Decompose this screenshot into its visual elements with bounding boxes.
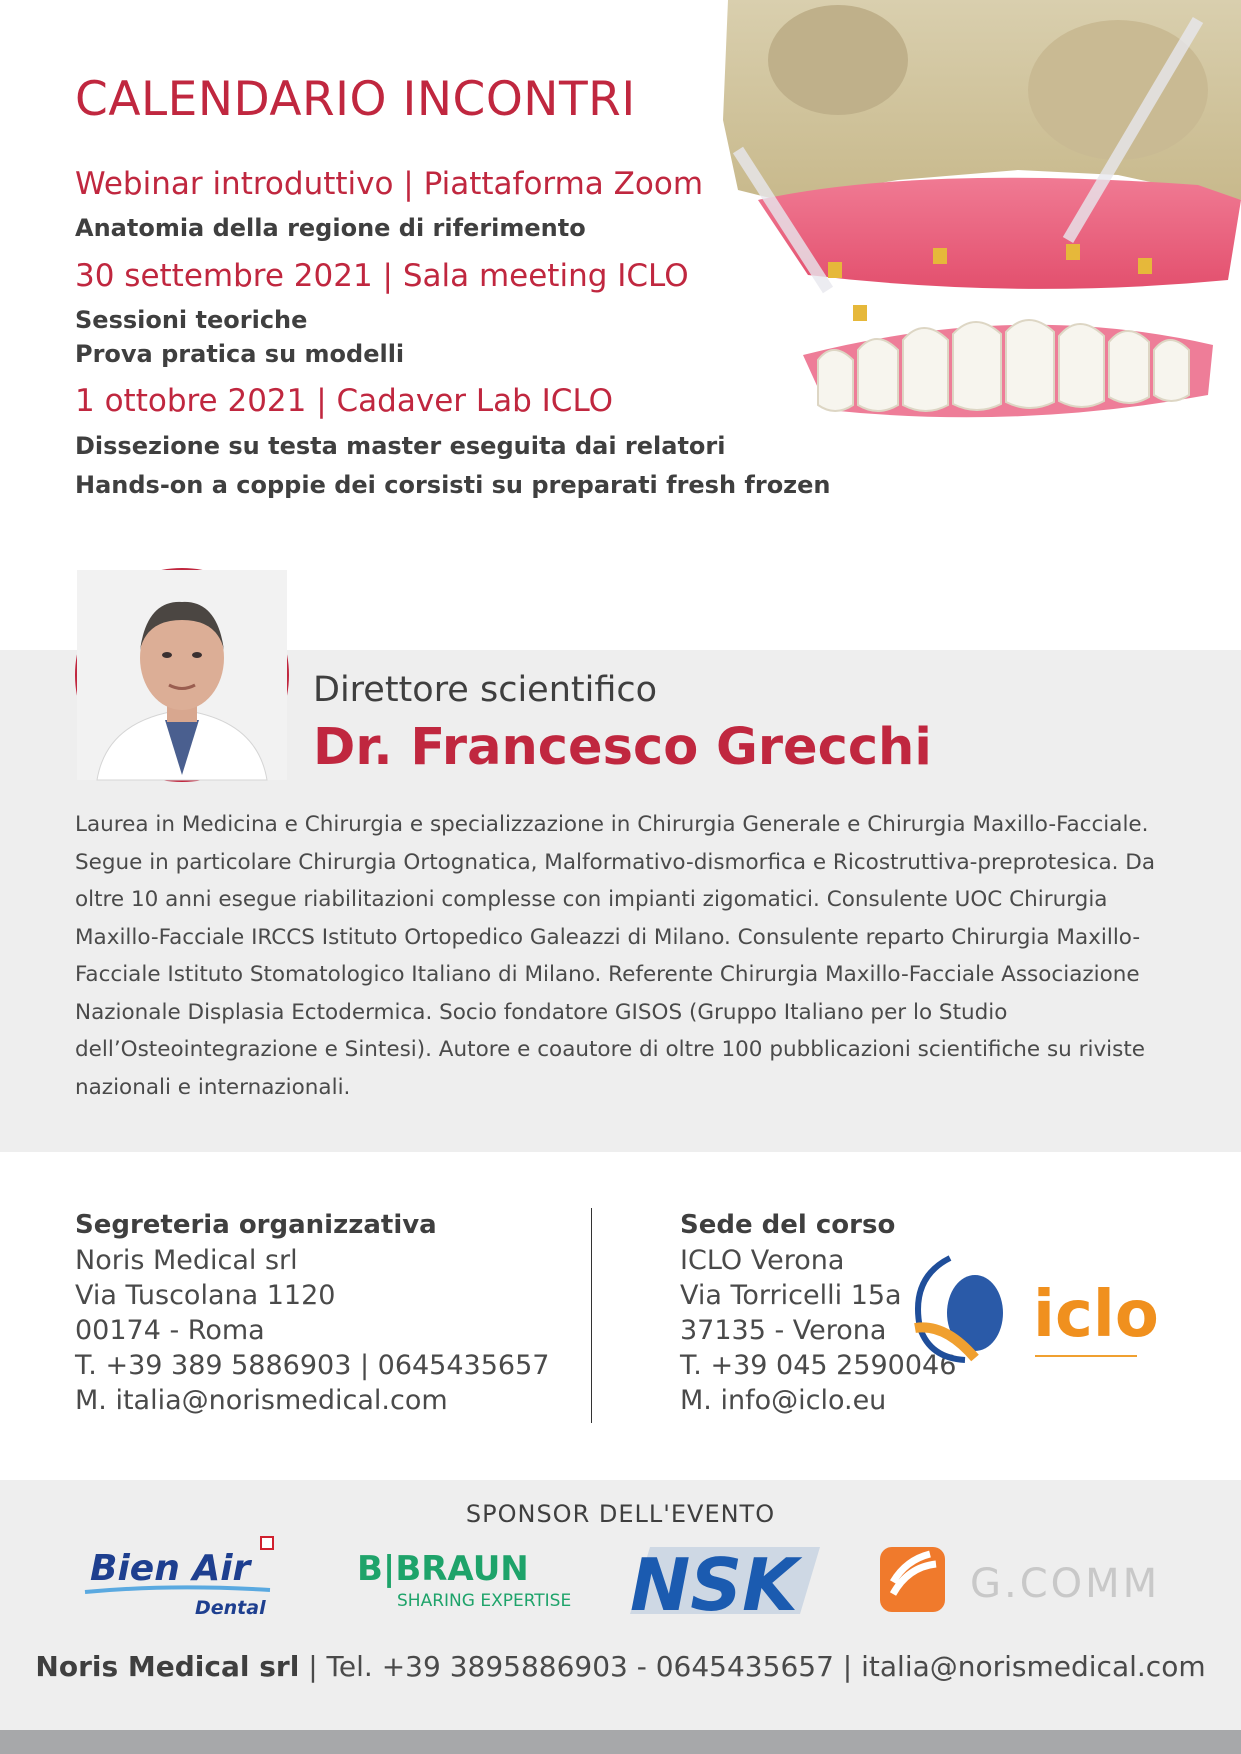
b-braun-logo-text: B|BRAUN bbox=[357, 1549, 529, 1589]
footer-details: | Tel. +39 3895886903 - 0645435657 | italia@norismedical.com bbox=[299, 1650, 1206, 1683]
organizer-email[interactable]: M. italia@norismedical.com bbox=[75, 1385, 448, 1416]
event-3-line-1: Dissezione su testa master eseguita dai relatori bbox=[75, 432, 726, 460]
bien-air-logo-subtext: Dental bbox=[195, 1597, 266, 1619]
bien-air-logo bbox=[80, 1532, 280, 1622]
organizer-phone: T. +39 389 5886903 | 0645435657 bbox=[75, 1350, 550, 1381]
venue-address: Via Torricelli 15a bbox=[680, 1280, 902, 1311]
sponsor-title: SPONSOR DELL'EVENTO bbox=[465, 1500, 776, 1528]
b-braun-logo bbox=[355, 1532, 575, 1622]
event-1-line-1: Anatomia della regione di riferimento bbox=[75, 214, 586, 242]
event-3-line-2: Hands-on a coppie dei corsisti su preparati fresh frozen bbox=[75, 471, 831, 499]
b-braun-logo-subtext: SHARING EXPERTISE bbox=[397, 1591, 572, 1611]
event-2-line-2: Prova pratica su modelli bbox=[75, 340, 405, 368]
event-1-heading: Webinar introduttivo | Piattaforma Zoom bbox=[75, 166, 704, 202]
venue-company: ICLO Verona bbox=[680, 1245, 845, 1276]
nsk-logo bbox=[625, 1532, 825, 1627]
bottom-bar bbox=[0, 1730, 1241, 1754]
organizer-heading: Segreteria organizzativa bbox=[75, 1210, 437, 1240]
dental-implant-illustration bbox=[718, 0, 1241, 462]
venue-email[interactable]: M. info@iclo.eu bbox=[680, 1385, 887, 1416]
event-2-heading: 30 settembre 2021 | Sala meeting ICLO bbox=[75, 258, 689, 294]
director-portrait bbox=[75, 568, 289, 782]
g-comm-logo-text: G.COMM bbox=[970, 1561, 1161, 1607]
venue-phone: T. +39 045 2590046 bbox=[680, 1350, 957, 1381]
organizer-city: 00174 - Roma bbox=[75, 1315, 265, 1346]
organizer-contact bbox=[75, 1208, 549, 1418]
calendar-title: CALENDARIO INCONTRI bbox=[75, 72, 636, 127]
director-name: Dr. Francesco Grecchi bbox=[313, 718, 932, 777]
venue-heading: Sede del corso bbox=[680, 1210, 896, 1240]
iclo-logo bbox=[905, 1248, 1159, 1373]
event-3-heading: 1 ottobre 2021 | Cadaver Lab ICLO bbox=[75, 383, 614, 419]
organizer-address: Via Tuscolana 1120 bbox=[75, 1280, 336, 1311]
organizer-company: Noris Medical srl bbox=[75, 1245, 298, 1276]
footer-company: Noris Medical srl bbox=[35, 1650, 300, 1683]
venue-city: 37135 - Verona bbox=[680, 1315, 887, 1346]
iclo-logo-text: iclo bbox=[1033, 1278, 1159, 1352]
g-comm-logo bbox=[878, 1532, 1178, 1622]
event-2-line-1: Sessioni teoriche bbox=[75, 306, 308, 334]
contacts-divider bbox=[591, 1208, 592, 1423]
nsk-logo-text: NSK bbox=[630, 1543, 798, 1627]
director-bio: Laurea in Medicina e Chirurgia e specializzazione in Chirurgia Generale e Chirurgia Maxillo-Facciale. Segue in particolare Chirurgia Ortognatica, Malformativo-dismorfica e Ricostruttiva-preprotesica. Da oltre 10 anni esegue riabilitazioni complesse con impianti zigomatici. Consulente UOC Chirurgia Maxillo-Facciale IRCCS Istituto Ortopedico Galeazzi di Milano. Consulente reparto Chirurgia Maxillo-Facciale Istituto Stomatologico Italiano di Milano. Referente Chirurgia Maxillo-Facciale Associazione Nazionale Displasia Ectodermica. Socio fondatore GISOS (Gruppo Italiano per lo Studio dell’Osteointegrazione e Sintesi). Autore e coautore di oltre 100 pubblicazioni scientifiche su riviste nazionali e internazionali. bbox=[75, 812, 1156, 1100]
bien-air-logo-text: Bien Air bbox=[90, 1548, 251, 1589]
director-role: Direttore scientifico bbox=[313, 670, 658, 710]
footer-contact-line bbox=[0, 1650, 1241, 1683]
